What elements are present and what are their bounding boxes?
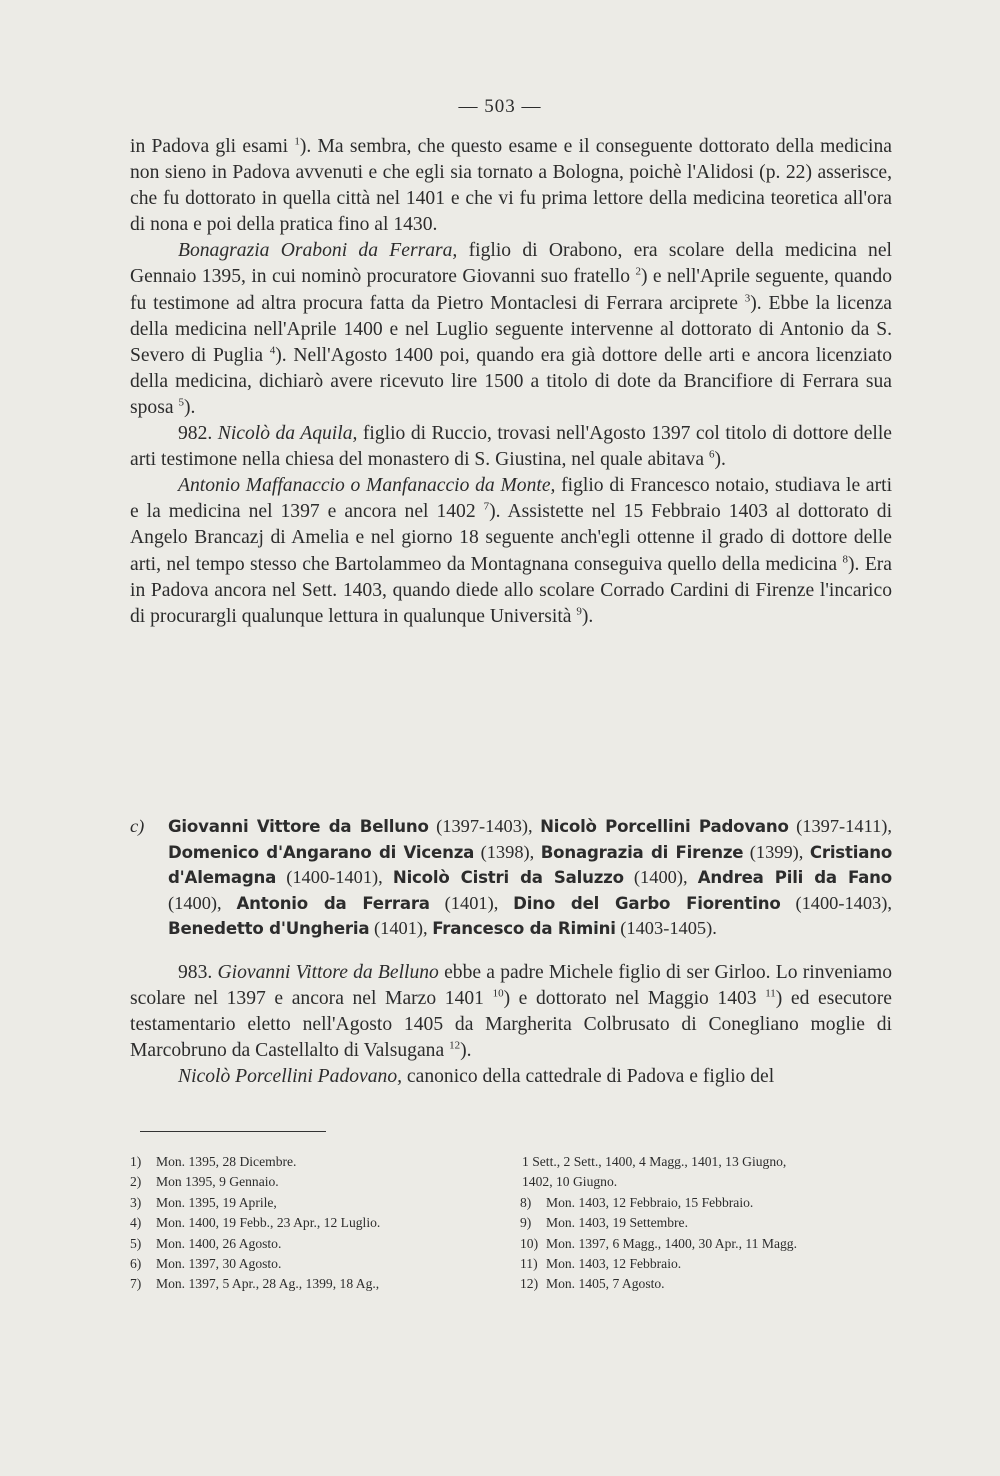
- footnote-ref: 7: [483, 500, 490, 513]
- text-run: figlio di Ruccio, trovasi nell'Agosto 1397 col titolo di dottore delle arti testimone nella chiesa del monastero di S. Giustina, nel quale abitava: [130, 423, 892, 471]
- footnote-ref: 8: [842, 552, 849, 565]
- footnote-number: 7): [130, 1276, 142, 1292]
- footnote-number: 1): [130, 1154, 142, 1169]
- footnote: [130, 1254, 510, 1274]
- text-run: ) e nell'Aprile seguente, quando fu testimone ad altra procura fatta da Pietro Montaclesi di Ferrara arciprete: [130, 266, 892, 314]
- footnote-ref: 9: [576, 605, 582, 618]
- footnote-continuation: [520, 1172, 900, 1192]
- paragraph-nicolo-aquila: [130, 421, 892, 473]
- heading-dates: (1399),: [743, 841, 810, 862]
- heading-dates: (1397-1411),: [788, 816, 893, 836]
- text-run: ) ed esecutore testamentario eletto nell'Agosto 1405 da Margherita Colbrusato di Conegliano moglie di Marcobruno da Castellalto di Valsugana: [130, 988, 892, 1062]
- text-run: ). Era in Padova ancora nel Sett. 1403, quando diede allo scolare Corrado Cardini di Firenze l'incarico di procurargli qualunque lettura in qualunque Università: [130, 553, 893, 627]
- heading-dates: (1400-1401),: [276, 867, 393, 888]
- text-run: ).: [183, 396, 196, 418]
- footnotes-right-column: [520, 1152, 900, 1295]
- footnotes: [130, 1152, 900, 1295]
- text-run: ).: [581, 605, 594, 627]
- heading-dates: (1400),: [168, 892, 237, 913]
- footnote-text: Mon. 1395, 28 Dicembre.: [156, 1154, 297, 1169]
- footnote-text: Mon. 1405, 7 Agosto.: [546, 1276, 665, 1292]
- heading-name: Nicolò Porcellini Padovano: [540, 817, 789, 836]
- paragraph-antonio-maffanaccio: [130, 473, 892, 630]
- footnote-number: 2): [130, 1174, 142, 1190]
- text-run: figlio di Orabono, era scolare della medicina nel Gennaio 1395, in cui nominò procuratore Giovanni suo fratello: [130, 240, 892, 288]
- person-name: Nicolò da Aquila,: [217, 423, 358, 445]
- person-name: Antonio Maffanaccio o Manfanaccio da Monte,: [178, 475, 556, 497]
- footnote: [520, 1234, 900, 1254]
- text-run: ). Nell'Agosto 1400 poi, quando era già dottore delle arti e ancora licenziato della medicina, dichiarò avere ricevuto lire 1500 a titolo di dote da Brancifiore di Ferrara sua sposa: [130, 344, 892, 418]
- footnote-text: Mon. 1403, 12 Febbraio, 15 Febbraio.: [546, 1194, 754, 1210]
- footnote: [130, 1152, 510, 1172]
- paragraph-bonagrazia: [130, 238, 892, 421]
- footnote-number: 3): [130, 1194, 142, 1210]
- heading-name: Giovanni Vittore da Belluno: [168, 817, 429, 836]
- footnote-number: 5): [130, 1235, 142, 1251]
- footnote-ref: 2: [635, 265, 641, 278]
- paragraph-nicolo-porcellini: [130, 1064, 892, 1090]
- footnote-number: 12): [520, 1276, 539, 1292]
- paragraph-giovanni-vittore: [130, 960, 892, 1064]
- person-name: Bonagrazia Oraboni da Ferrara,: [178, 240, 458, 262]
- heading-name: Francesco da Rimini: [432, 919, 616, 939]
- footnotes-left-column: [130, 1152, 510, 1295]
- footnote-number: 11): [520, 1256, 538, 1272]
- footnote-ref: 4: [269, 344, 276, 357]
- footnote-ref: 6: [708, 448, 715, 461]
- footnote-text: Mon. 1400, 19 Febb., 23 Apr., 12 Luglio.: [156, 1215, 381, 1231]
- section-number: 983.: [178, 962, 218, 983]
- heading-name: Domenico d'Angarano di Vicenza: [168, 842, 475, 862]
- footnote: [520, 1213, 900, 1233]
- footnote-ref: 12: [449, 1039, 461, 1052]
- heading-name: Antonio da Ferrara: [236, 893, 430, 913]
- heading-name: Benedetto d'Ungheria: [168, 919, 370, 939]
- heading-dates: (1397-1403),: [428, 816, 541, 836]
- heading-dates: (1400),: [623, 867, 698, 888]
- page-number: — 503 —: [458, 96, 542, 117]
- text-run: in Padova gli esami: [130, 136, 295, 157]
- heading-name: Cristiano d'Alemagna: [168, 842, 893, 888]
- footnote-number: 10): [520, 1235, 539, 1251]
- heading-dates: (1403-1405).: [615, 918, 717, 939]
- heading-name: Andrea Pili da Fano: [697, 868, 892, 888]
- footnote-ref: 10: [492, 987, 504, 1000]
- footnote-text: Mon. 1397, 6 Magg., 1400, 30 Apr., 11 Magg.: [546, 1235, 797, 1251]
- heading-name: Dino del Garbo Fiorentino: [513, 893, 781, 913]
- footnote-number: 4): [130, 1215, 142, 1231]
- text-run: ) e dottorato nel Maggio 1403: [503, 988, 766, 1010]
- heading-dates: (1400-1403),: [780, 892, 892, 913]
- footnote-text: Mon 1395, 9 Gennaio.: [156, 1174, 279, 1190]
- footnote-number: 8): [520, 1194, 532, 1210]
- text-run: ). Ma sembra, che questo esame e il conseguente dottorato della medicina non sieno in Padova avvenuti e che egli sia tornato a Bologna, poichè l'Alidosi (p. 22) asserisce, che fu dottorato in quella città nel 1401 e che vi fu prima lettore della medicina teoretica all'ora di nona e poi della pratica fino al 1430.: [130, 136, 892, 236]
- footnote-text: Mon. 1397, 30 Agosto.: [156, 1256, 282, 1272]
- heading-dates: (1401),: [429, 892, 514, 913]
- heading-name: Nicolò Cistri da Saluzzo: [392, 868, 624, 888]
- footnote: [130, 1172, 510, 1192]
- footnote-text: Mon. 1395, 19 Aprile,: [156, 1194, 277, 1210]
- footnote-ref: 3: [744, 292, 751, 305]
- footnote: [130, 1274, 510, 1294]
- footnote-text: Mon. 1400, 26 Agosto.: [156, 1235, 282, 1251]
- person-name: Giovanni Vittore da Belluno: [217, 962, 439, 983]
- footnote: [520, 1254, 900, 1274]
- heading-name: Bonagrazia di Firenze: [540, 842, 744, 862]
- heading-dates: (1398),: [474, 841, 541, 862]
- text-run: ).: [460, 1040, 472, 1062]
- footnote-ref: 5: [178, 396, 184, 409]
- text-run: ). Ebbe la licenza della medicina nell'Aprile 1400 e nel Luglio seguente intervenne al dottorato di Antonio da S. Severo di Puglia: [130, 292, 892, 366]
- footnote-number: 6): [130, 1256, 142, 1272]
- section-heading-list: [130, 814, 892, 942]
- footnote-number: 9): [520, 1215, 532, 1231]
- person-name: Nicolò Porcellini Padovano,: [178, 1066, 403, 1088]
- text-run: canonico della cattedrale di Padova e figlio del: [402, 1066, 775, 1088]
- footnote-text: Mon. 1403, 12 Febbraio.: [546, 1256, 682, 1272]
- footnote: [130, 1234, 510, 1254]
- footnote-text: 1402, 10 Giugno.: [522, 1174, 618, 1190]
- footnote-ref: 11: [765, 987, 776, 1000]
- section-number: 982.: [178, 423, 218, 445]
- footnote-text: Mon. 1397, 5 Apr., 28 Ag., 1399, 18 Ag.,: [156, 1276, 380, 1292]
- text-run: ebbe a padre Michele figlio di ser Girloo. Lo rinveniamo scolare nel 1397 e ancora nel Marzo 1401: [130, 962, 892, 1010]
- heading-dates: (1401),: [369, 918, 433, 939]
- main-text-block-2: [130, 960, 892, 1090]
- footnote-continuation: [520, 1152, 900, 1172]
- section-label: c): [130, 816, 145, 836]
- footnote: [520, 1193, 900, 1213]
- footnote-divider: [140, 1131, 326, 1132]
- text-run: figlio di Francesco notaio, studiava le arti e la medicina nel 1397 e ancora nel 1402: [130, 475, 893, 523]
- main-text-block: [130, 134, 892, 630]
- paragraph-alidosi: [130, 134, 892, 238]
- footnote: [130, 1193, 510, 1213]
- text-run: ).: [714, 449, 726, 471]
- footnote-text: 1 Sett., 2 Sett., 1400, 4 Magg., 1401, 13 Giugno,: [522, 1154, 787, 1169]
- text-run: ). Assistette nel 15 Febbraio 1403 al dottorato di Angelo Brancazj di Amelia e nel giorno 18 seguente anch'egli ottenne il grado di dottore delle arti, nel tempo stesso che Bartolammeo da Montagnana conseguiva quello della medicina: [130, 501, 893, 575]
- footnote-ref: 1: [294, 135, 300, 148]
- footnote-text: Mon. 1403, 19 Settembre.: [546, 1215, 688, 1231]
- footnote: [130, 1213, 510, 1233]
- footnote: [520, 1274, 900, 1294]
